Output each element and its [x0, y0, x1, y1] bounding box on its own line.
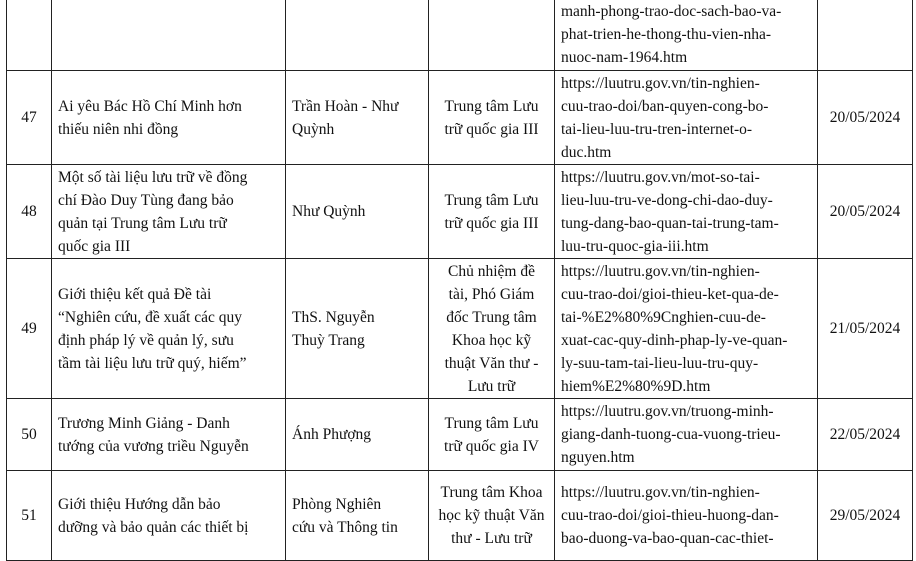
article-url-line: tai-lieu-luu-tru-tren-internet-o- — [561, 120, 753, 138]
articles-table — [6, 0, 913, 561]
article-source-line: Trung tâm Khoa — [440, 484, 543, 501]
article-url-line: lieu-luu-tru-ve-dong-chi-dao-duy- — [561, 191, 773, 209]
article-url-line: https://luutru.gov.vn/tin-nghien- — [561, 484, 760, 501]
article-source-line: Lưu trữ — [467, 377, 516, 395]
row-number: 51 — [21, 507, 37, 524]
article-date: 20/05/2024 — [829, 109, 901, 126]
article-title-line: dưỡng và bảo quản các thiết bị — [58, 518, 249, 536]
article-source-cell — [429, 399, 555, 471]
table-row — [7, 165, 913, 259]
article-source-line: đốc Trung tâm — [446, 308, 537, 326]
article-author-line: Phòng Nghiên — [292, 495, 382, 513]
article-url-line: https://luutru.gov.vn/truong-minh- — [561, 403, 774, 420]
article-url-line: https://luutru.gov.vn/mot-so-tai- — [561, 168, 760, 186]
article-author-cell — [286, 165, 429, 259]
row-number-cell — [7, 399, 52, 471]
article-date: 22/05/2024 — [829, 426, 901, 443]
article-url-line: duc.htm — [561, 143, 612, 161]
article-url-line: https://luutru.gov.vn/tin-nghien- — [561, 262, 760, 280]
article-url-line: hiem%E2%80%9D.htm — [561, 377, 711, 395]
article-title-cell — [52, 399, 286, 471]
article-source-cell — [429, 259, 555, 399]
row-number: 49 — [21, 320, 37, 337]
article-title-line: tướng của vương triều Nguyễn — [58, 437, 249, 455]
article-author-line: cứu và Thông tin — [292, 518, 398, 536]
article-title-line: thiếu niên nhi đồng — [58, 120, 179, 138]
article-url-line: tung-dang-bao-quan-tai-trung-tam- — [561, 214, 779, 232]
article-date-cell — [818, 165, 913, 259]
article-title-cell — [52, 471, 286, 561]
article-source-line: Trung tâm Lưu — [444, 414, 539, 432]
article-source-line: trữ quốc gia III — [444, 214, 539, 232]
table-row — [7, 471, 913, 561]
article-source-line: Khoa học kỹ — [451, 331, 532, 349]
table-row — [7, 0, 913, 71]
article-url-cell[interactable] — [555, 71, 818, 165]
article-source-line: Chủ nhiệm đề — [448, 262, 535, 280]
article-url-line: phat-trien-he-thong-thu-vien-nha- — [561, 26, 772, 43]
article-author-line: Ánh Phượng — [292, 426, 372, 443]
article-url-line: https://luutru.gov.vn/tin-nghien- — [561, 74, 760, 92]
article-url-line: cuu-trao-doi/ban-quyen-cong-bo- — [561, 97, 769, 115]
article-url-line: tai-%E2%80%9Cnghien-cuu-de- — [561, 308, 766, 326]
article-title-cell — [52, 259, 286, 399]
article-date: 21/05/2024 — [829, 320, 901, 337]
article-url-cell[interactable] — [555, 399, 818, 471]
article-date: 29/05/2024 — [829, 507, 901, 524]
article-url-line: bao-duong-va-bao-quan-cac-thiet- — [561, 530, 774, 547]
article-title-line: Ai yêu Bác Hồ Chí Minh hơn — [58, 97, 242, 115]
article-title-line: Giới thiệu Hướng dẫn bảo — [58, 495, 221, 513]
article-source-cell — [429, 165, 555, 259]
article-date-cell — [818, 71, 913, 165]
article-title-cell — [52, 71, 286, 165]
article-author-cell — [286, 0, 429, 71]
article-source-line: trữ quốc gia IV — [444, 437, 539, 455]
article-source-line: Trung tâm Lưu — [444, 97, 539, 115]
article-url-line: manh-phong-trao-doc-sach-bao-va- — [561, 3, 782, 20]
article-url-line: nuoc-nam-1964.htm — [561, 49, 688, 66]
table-row — [7, 259, 913, 399]
article-title-line: định pháp lý về quản lý, sưu — [58, 331, 234, 349]
article-url-line: ly-suu-tam-tai-lieu-luu-tru-quy- — [561, 354, 759, 372]
article-date-cell — [818, 259, 913, 399]
article-url-cell[interactable] — [555, 259, 818, 399]
row-number-cell — [7, 259, 52, 399]
article-title-line: Giới thiệu kết quả Đề tài — [58, 285, 212, 303]
article-source-line: học kỹ thuật Văn — [438, 507, 545, 524]
article-url-line: nguyen.htm — [561, 449, 635, 466]
article-date-cell — [818, 399, 913, 471]
article-author-cell — [286, 399, 429, 471]
article-title-line: quản tại Trung tâm Lưu trữ — [58, 214, 227, 232]
article-date-cell — [818, 471, 913, 561]
article-author-line: ThS. Nguyễn — [292, 308, 375, 326]
article-author-cell — [286, 471, 429, 561]
article-title-line: quốc gia III — [58, 237, 131, 255]
row-number: 47 — [21, 109, 37, 126]
article-url-line: cuu-trao-doi/gioi-thieu-ket-qua-de- — [561, 285, 779, 303]
article-source-line: tài, Phó Giám — [448, 285, 535, 303]
article-source-cell — [429, 0, 555, 71]
article-url-line: luu-tru-quoc-gia-iii.htm — [561, 237, 709, 255]
article-url-cell[interactable] — [555, 165, 818, 259]
article-author-line: Thuỳ Trang — [292, 331, 365, 349]
article-author-line: Trần Hoàn - Như — [292, 97, 399, 115]
article-url-cell[interactable] — [555, 0, 818, 71]
row-number-cell — [7, 165, 52, 259]
article-author-cell — [286, 259, 429, 399]
article-url-line: cuu-trao-doi/gioi-thieu-huong-dan- — [561, 507, 779, 524]
article-title-line: tầm tài liệu lưu trữ quý, hiếm” — [58, 354, 247, 372]
article-title-line: “Nghiên cứu, đề xuất các quy — [58, 308, 242, 326]
row-number: 48 — [21, 203, 37, 220]
row-number-cell — [7, 0, 52, 71]
article-title-line: Một số tài liệu lưu trữ về đồng — [58, 168, 248, 186]
article-date: 20/05/2024 — [829, 203, 901, 220]
table-row — [7, 71, 913, 165]
article-source-line: Trung tâm Lưu — [444, 191, 539, 209]
article-url-line: xuat-cac-quy-dinh-phap-ly-ve-quan- — [561, 331, 788, 349]
article-source-line: trữ quốc gia III — [444, 120, 539, 138]
article-title-cell — [52, 0, 286, 71]
article-title-line: chí Đào Duy Tùng đang bảo — [58, 191, 234, 209]
article-url-cell[interactable] — [555, 471, 818, 561]
article-author-cell — [286, 71, 429, 165]
article-source-cell — [429, 471, 555, 561]
row-number: 50 — [21, 426, 37, 443]
article-source-line: thuật Văn thư - — [444, 354, 539, 372]
article-author-line: Như Quỳnh — [292, 203, 366, 220]
table-row — [7, 399, 913, 471]
article-title-line: Trương Minh Giảng - Danh — [58, 414, 230, 432]
row-number-cell — [7, 471, 52, 561]
article-source-line: thư - Lưu trữ — [451, 530, 532, 547]
article-title-cell — [52, 165, 286, 259]
article-date-cell — [818, 0, 913, 71]
row-number-cell — [7, 71, 52, 165]
article-source-cell — [429, 71, 555, 165]
article-url-line: giang-danh-tuong-cua-vuong-trieu- — [561, 426, 781, 443]
article-author-line: Quỳnh — [292, 120, 335, 138]
